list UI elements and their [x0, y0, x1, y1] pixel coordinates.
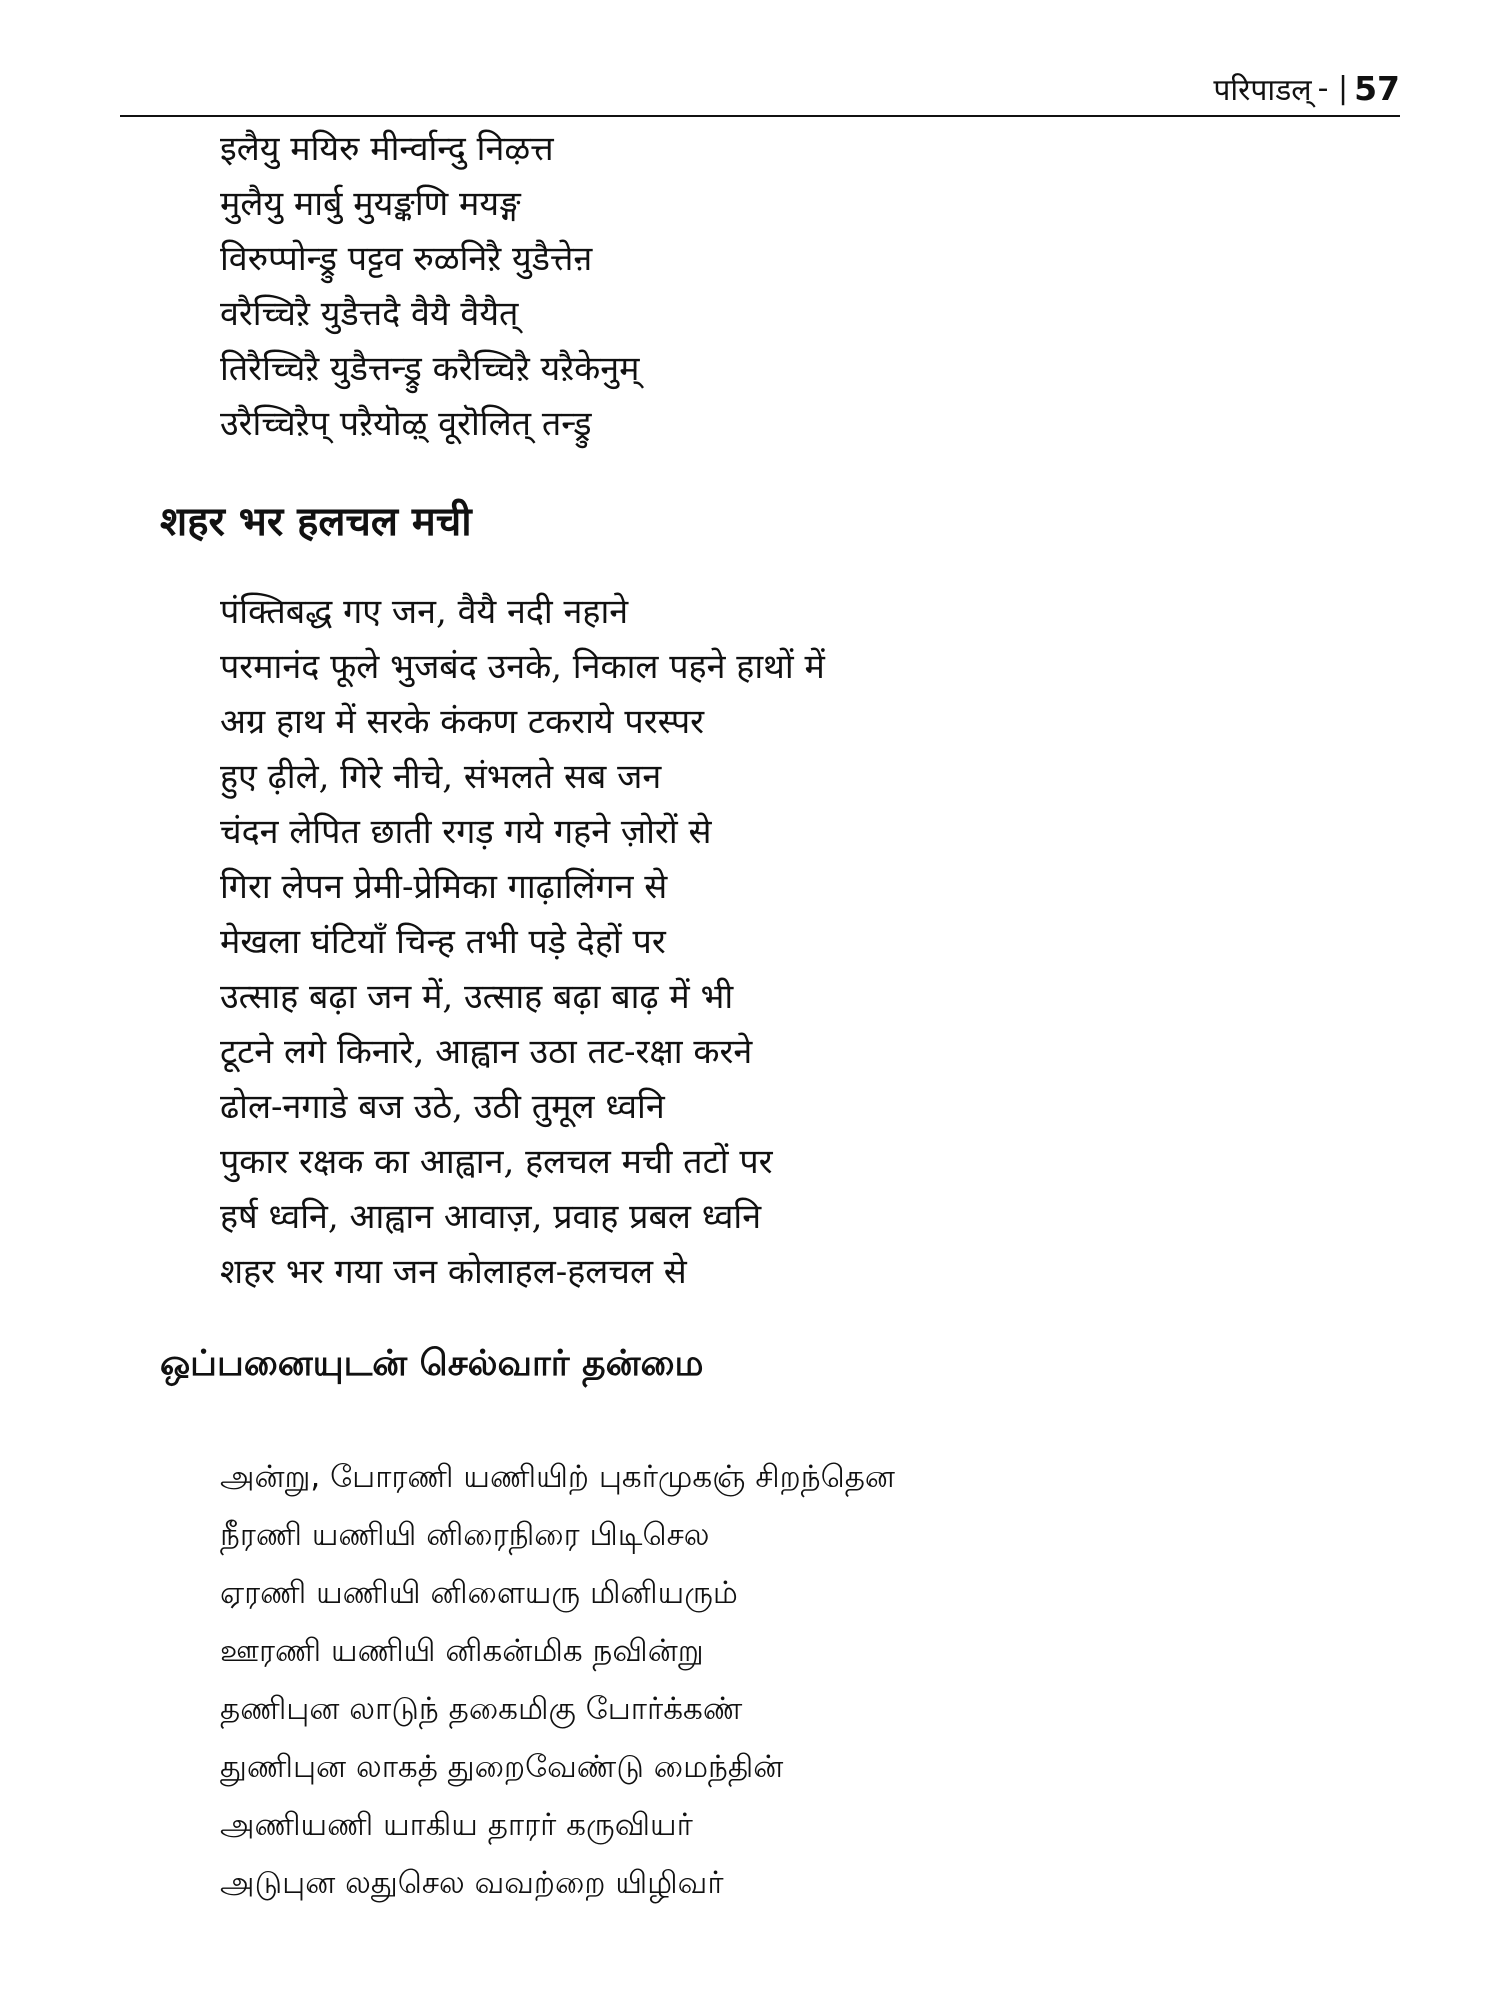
verse-original-transliterated [220, 122, 639, 452]
verse-line: इलैयु मयिरु मीर्न्वान्दु निऴत्त [220, 129, 554, 169]
verse-line: அடுபுன லதுசெல வவற்றை யிழிவர் [220, 1865, 724, 1901]
verse-line: துணிபுன லாகத் துறைவேண்டு மைந்தின் [220, 1749, 784, 1785]
verse-line: मेखला घंटियाँ चिन्ह तभी पड़े देहों पर [220, 922, 666, 962]
verse-line: நீரணி யணியி னிரைநிரை பிடிசெல [220, 1517, 710, 1553]
verse-line: चंदन लेपित छाती रगड़ गये गहने ज़ोरों से [220, 812, 712, 852]
verse-line: उरैच्चिऱैप् पऱैयॊऴ् वूरॊलित् तन्ड्रु [220, 404, 592, 444]
verse-line: उत्साह बढ़ा जन में, उत्साह बढ़ा बाढ़ में भी [220, 977, 734, 1017]
verse-line: अग्र हाथ में सरके कंकण टकराये परस्पर [220, 702, 705, 742]
verse-line: मुलैयु मार्बु मुयङ्कणि मयङ्ग [220, 184, 521, 224]
verse-line: पुकार रक्षक का आह्वान, हलचल मची तटों पर [220, 1142, 773, 1182]
section-heading-hindi: शहर भर हलचल मची [160, 498, 472, 545]
verse-line: அணியணி யாகிய தாரர் கருவியர் [220, 1807, 693, 1843]
verse-line: ढोल-नगाडे बज उठे, उठी तुमूल ध्वनि [220, 1087, 665, 1127]
page-number: 57 [1354, 69, 1400, 108]
verse-line: गिरा लेपन प्रेमी-प्रेमिका गाढ़ालिंगन से [220, 867, 668, 907]
verse-line: हुए ढ़ीले, गिरे नीचे, संभलते सब जन [220, 757, 662, 797]
verse-line: ஏரணி யணியி னிளையரு மினியரும் [220, 1575, 738, 1611]
header-separator: - | [1317, 71, 1349, 106]
verse-line: परमानंद फूले भुजबंद उनके, निकाल पहने हाथों में [220, 647, 825, 687]
verse-line: தணிபுன லாடுந் தகைமிகு போர்க்கண் [220, 1691, 743, 1727]
verse-line: हर्ष ध्वनि, आह्वान आवाज़, प्रवाह प्रबल ध्वनि [220, 1197, 762, 1237]
page-header [1213, 68, 1400, 109]
verse-line: शहर भर गया जन कोलाहल-हलचल से [220, 1252, 687, 1292]
header-rule [120, 115, 1400, 117]
verse-line: तिरैच्चिऱै युडैत्तन्ड्रु करैच्चिऱै यऱैकेनुम् [220, 349, 640, 389]
section-heading-tamil: ஒப்பனையுடன் செல்வார் தன்மை [160, 1343, 704, 1384]
verse-line: ஊரணி யணியி னிகன்மிக நவின்று [220, 1633, 704, 1669]
verse-line: पंक्तिबद्ध गए जन, वैयै नदी नहाने [220, 592, 629, 632]
running-title: परिपाडल् [1213, 73, 1312, 108]
verse-line: वरैच्चिऱै युडैत्तदै वैयै वैयैत् [220, 294, 519, 334]
verse-line: அன்று, போரணி யணியிற் புகர்முகஞ் சிறந்தென [220, 1459, 895, 1495]
verse-hindi-translation [220, 585, 825, 1300]
verse-line: विरुप्पोन्ड्रु पट्टव रुळनिऱै युडैत्तेऩ [220, 239, 593, 279]
verse-tamil-original [220, 1448, 895, 1912]
verse-line: टूटने लगे किनारे, आह्वान उठा तट-रक्षा करने [220, 1032, 753, 1072]
